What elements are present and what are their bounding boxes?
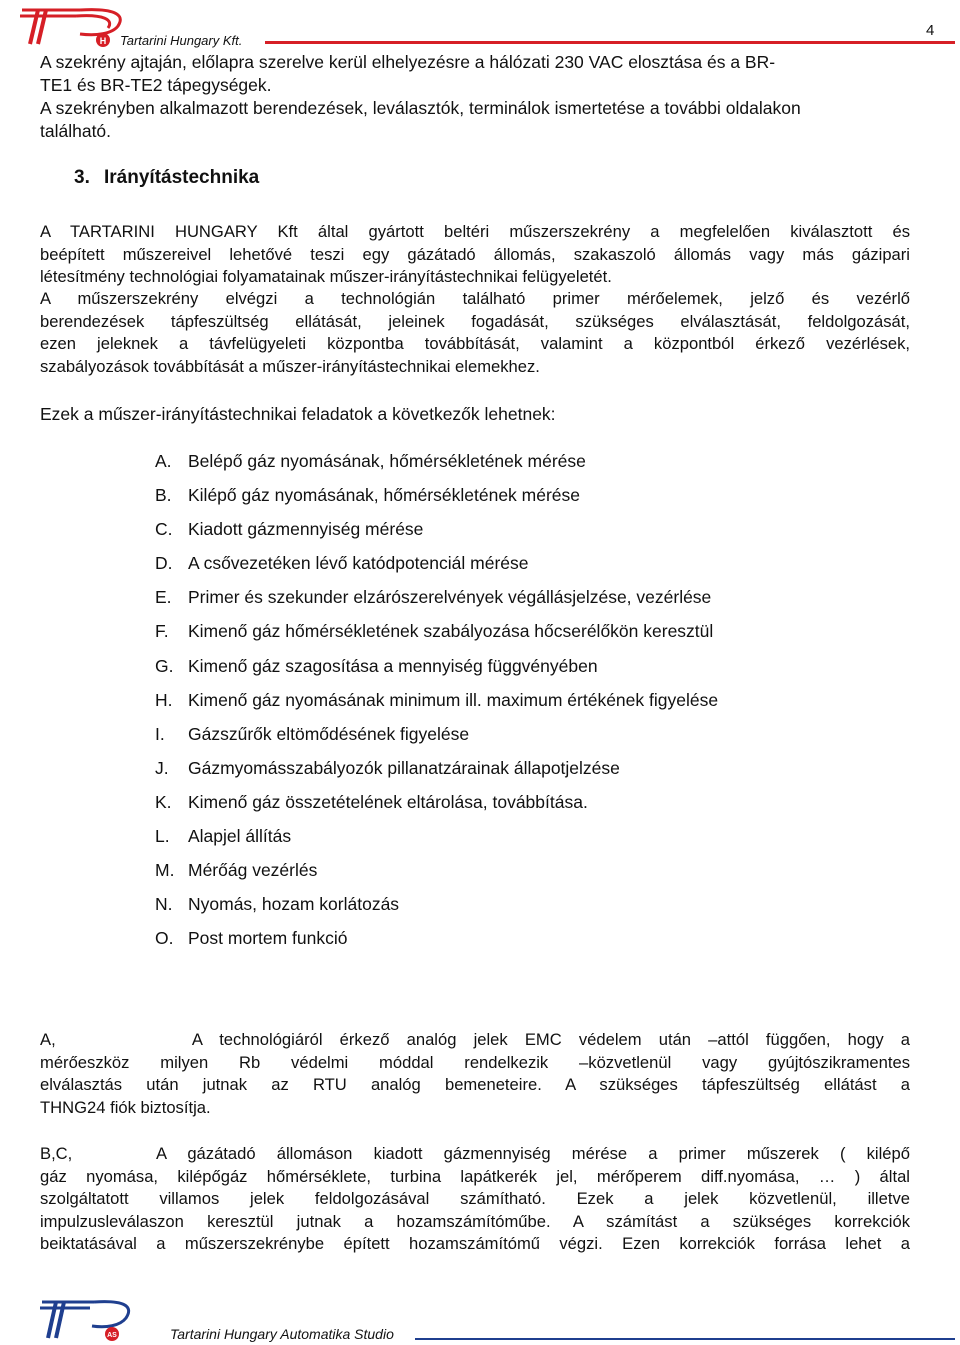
- list-letter: H.: [155, 689, 173, 710]
- footer-logo-letters: AS: [107, 1332, 117, 1339]
- list-text: Kimenő gáz nyomásának minimum ill. maximum értékének figyelése: [188, 689, 719, 710]
- list-letter: L.: [155, 826, 170, 847]
- text-line: A szekrény ajtaján, előlapra szerelve kerül elhelyezésre a hálózati 230 VAC elosztása és a BR-: [40, 52, 776, 72]
- text-line: A műszerszekrény elvégzi a technológián található primer mérőelemek, jelző és vezérlő: [40, 289, 910, 308]
- footer-rule: [415, 1338, 955, 1340]
- list-letter: A.: [155, 451, 172, 471]
- list-letter: C.: [155, 519, 173, 540]
- list-text: Post mortem funkció: [188, 928, 348, 949]
- list-item: [155, 552, 718, 586]
- list-letter: N.: [155, 894, 173, 915]
- list-text: Kiadott gázmennyiség mérése: [188, 519, 424, 540]
- list-text: Alapjel állítás: [188, 826, 292, 847]
- logo-letter: H: [99, 36, 107, 46]
- list-item: [155, 927, 718, 961]
- header-company-name: Tartarini Hungary Kft.: [120, 33, 243, 48]
- text-line: A, A technológiáról érkező analóg jelek EMC védelem után –attól függően, hogy a: [40, 1030, 910, 1049]
- section-number: 3.: [74, 167, 90, 188]
- paragraph-1: [40, 221, 910, 289]
- text-line: impulzusleválaszon keresztül jutnak a hozamszámítóműbe. A számítást a szükséges korrekciók: [40, 1211, 910, 1231]
- footer-logo: [38, 1296, 138, 1342]
- text-line: mérőeszköz milyen Rb védelmi móddal rendelkezik –közvetlenül vagy gyújtószikramentes: [40, 1052, 910, 1072]
- list-text: Nyomás, hozam korlátozás: [188, 894, 400, 915]
- text-line: elválasztás után jutnak az RTU analóg bemeneteire. A szükséges tápfeszültség ellátást a: [40, 1075, 910, 1094]
- section-heading: [74, 167, 259, 189]
- paragraph-a: [40, 1029, 910, 1119]
- header-rule: [265, 41, 955, 44]
- tasks-intro: Ezek a műszer-irányítástechnikai feladatok a következők lehetnek:: [40, 404, 556, 424]
- list-item: [155, 859, 718, 893]
- list-letter: G.: [155, 655, 174, 676]
- list-text: Mérőág vezérlés: [188, 860, 318, 881]
- list-letter: K.: [155, 791, 172, 812]
- list-letter: B.: [155, 485, 172, 506]
- list-letter: I.: [155, 723, 165, 744]
- intro-paragraph: [40, 51, 910, 143]
- list-item: [155, 757, 718, 791]
- paragraph-bc: [40, 1143, 910, 1256]
- text-line: TE1 és BR-TE2 tápegységek.: [40, 75, 272, 95]
- list-text: Kimenő gáz szagosítása a mennyiség függvényében: [188, 655, 598, 676]
- list-item: [155, 484, 718, 518]
- text-line: szabályozások továbbítását a műszer-irányítástechnikai elemekhez.: [40, 356, 540, 376]
- list-text: Kilépő gáz nyomásának, hőmérsékletének mérése: [188, 485, 581, 506]
- text-line: ezen jeleknek a távfelügyeleti központba továbbítását, valamint a központból érkező vezérlések,: [40, 334, 910, 353]
- list-text: Gázszűrők eltömődésének figyelése: [188, 723, 470, 744]
- section-title: Irányítástechnika: [104, 167, 260, 188]
- list-text: Gázmyomásszabályozók pillanatzárainak állapotjelzése: [188, 757, 620, 778]
- list-item: [155, 620, 718, 654]
- list-item: [155, 655, 718, 689]
- list-item: [155, 791, 718, 825]
- list-text: Kimenő gáz hőmérsékletének szabályozása hőcserélőkön keresztül: [188, 621, 714, 642]
- list-item: [155, 450, 718, 484]
- text-line: A TARTARINI HUNGARY Kft által gyártott beltéri műszerszekrény a megfelelően kiválasztott és: [40, 222, 910, 241]
- list-text: A csővezetéken lévő katódpotenciál mérése: [188, 553, 529, 574]
- list-letter: F.: [155, 621, 169, 642]
- list-letter: M.: [155, 860, 175, 881]
- list-item: [155, 518, 718, 552]
- paragraph-2: [40, 288, 910, 378]
- text-line: THNG24 fiók biztosítja.: [40, 1097, 211, 1117]
- text-line: A szekrényben alkalmazott berendezések, leválasztók, terminálok ismertetése a további oldalakon: [40, 98, 801, 118]
- list-item: [155, 586, 718, 620]
- footer-company-name: Tartarini Hungary Automatika Studio: [170, 1326, 394, 1342]
- list-item: [155, 825, 718, 859]
- text-line: B,C, A gázátadó állomáson kiadott gázmennyiség mérése a primer műszerek ( kilépő: [40, 1144, 910, 1163]
- list-item: [155, 689, 718, 723]
- page-number: 4: [926, 22, 935, 39]
- text-line: található.: [40, 121, 112, 141]
- list-letter: E.: [155, 587, 172, 608]
- list-letter: D.: [155, 553, 173, 574]
- text-line: beiktatásával a műszerszekrénybe épített hozamszámítómű végzi. Ezen korrekciók forrása lehet a: [40, 1234, 910, 1253]
- text-line: berendezések tápfeszültség ellátását, jeleinek fogadását, szükséges elválasztását, feldolgozását,: [40, 311, 910, 331]
- task-list: [155, 450, 718, 961]
- list-text: Kimenő gáz összetételének eltárolása, továbbítása.: [188, 791, 588, 812]
- text-line: létesítmény technológiai folyamatainak műszer-irányítástechnikai felügyeletét.: [40, 267, 612, 286]
- text-line: gáz nyomása, kilépőgáz hőmérséklete, turbina lapátkerék jel, mérőperem diff.nyomása, … ) által: [40, 1166, 910, 1186]
- list-text: Belépő gáz nyomásának, hőmérsékletének mérése: [188, 451, 586, 471]
- list-item: [155, 723, 718, 757]
- list-letter: J.: [155, 757, 169, 778]
- list-text: Primer és szekunder elzárószerelvények végállásjelzése, vezérlése: [188, 587, 712, 608]
- text-line: szolgáltatott villamos jelek feldolgozásával számítható. Ezek a jelek közvetlenül, illetve: [40, 1189, 910, 1208]
- text-line: beépített műszereivel lehetővé teszi egy gázátadó állomás, szakaszoló állomás vagy más gázipari: [40, 244, 910, 264]
- list-item: [155, 893, 718, 927]
- list-letter: O.: [155, 928, 174, 949]
